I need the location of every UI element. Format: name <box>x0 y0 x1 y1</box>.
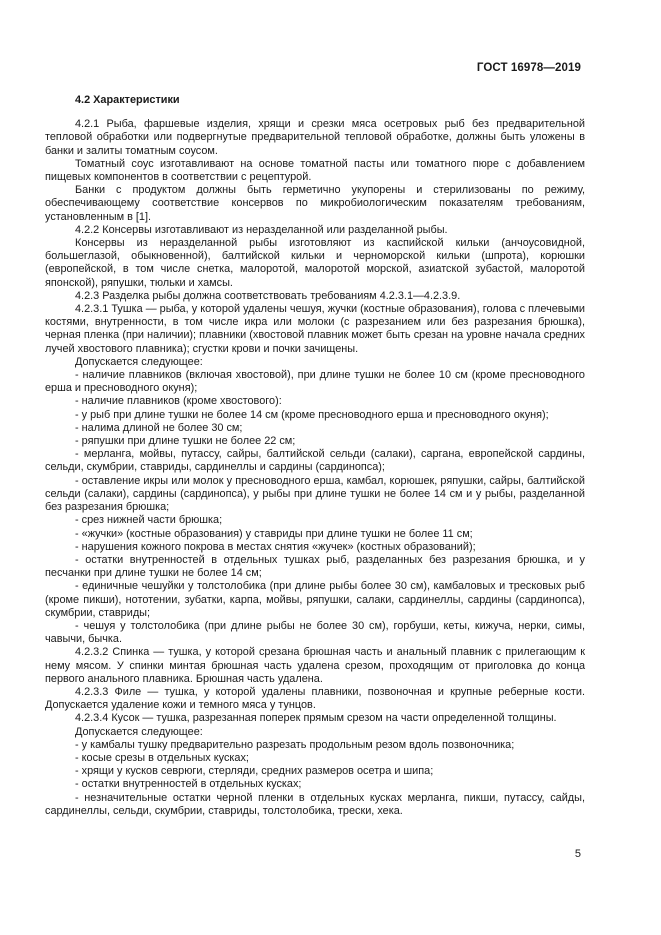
list-item: - остатки внутренностей в отдельных тушках рыб, разделанных без разрезания брюшка, и у песчанки при длине тушки не более 14 см; <box>45 553 585 580</box>
paragraph-4-2-3-3: 4.2.3.3 Филе — тушка, у которой удалены плавники, позвоночная и крупные реберные кости. Допускается удаление кожи и темного мяса у тунцов. <box>45 685 585 712</box>
paragraph-tomato-sauce: Томатный соус изготавливают на основе томатной пасты или томатного пюре с добавлением пищевых компонентов в соответствии с рецептурой. <box>45 157 585 184</box>
list-item: - единичные чешуйки у толстолобика (при длине рыбы более 30 см), камбаловых и тресковых рыб (кроме пикши), нототении, зубатки, карпа, мойвы, ряпушки, салаки, сардинеллы, сардины (сардинопса), скумбрии, ставриды; <box>45 580 585 619</box>
paragraph-allowed-intro-2: Допускается следующее: <box>75 725 203 738</box>
paragraph-allowed-intro: Допускается следующее: <box>75 355 203 368</box>
list-item: - срез нижней части брюшка; <box>75 514 223 527</box>
list-item: - наличие плавников (кроме хвостового): <box>75 395 282 408</box>
list-item: - чешуя у толстолобика (при длине рыбы не более 30 см), горбуши, кеты, кижуча, нерки, симы, чавычи, бычка. <box>45 619 585 646</box>
list-item: - ряпушки при длине тушки не более 22 см; <box>75 435 296 448</box>
paragraph-4-2-2: 4.2.2 Консервы изготавливают из неразделанной или разделанной рыбы. <box>75 223 448 236</box>
list-item: - у рыб при длине тушки не более 14 см (кроме пресноводного ерша и пресноводного окуня); <box>75 408 549 421</box>
list-item: - нарушения кожного покрова в местах снятия «жучек» (костных образований); <box>75 540 476 553</box>
paragraph-4-2-3-2: 4.2.3.2 Спинка — тушка, у которой срезана брюшная часть и анальный плавник с прилегающим к нему мясом. У спинки минтая брюшная часть удалена срезом, проходящим от приголовка до конца первого анального плавника. Брюшная часть удалена. <box>45 646 585 685</box>
section-title: 4.2 Характеристики <box>75 94 180 106</box>
paragraph-4-2-3-1: 4.2.3.1 Тушка — рыба, у которой удалены чешуя, жучки (костные образования), голова с плечевыми костями, внутренности, в том числе икра или молоки (с разрезанием или без разрезания брюшка), черная пленка (при наличии); плавники (хвостовой плавник может быть срезан на уровне начала средних лучей хвостового плавника); сгустки крови и почки зачищены. <box>45 303 585 355</box>
list-item: - у камбалы тушку предварительно разрезать продольным резом вдоль позвоночника; <box>75 738 515 751</box>
list-item: - хрящи у кусков севрюги, стерляди, средних размеров осетра и шипа; <box>75 765 434 778</box>
list-item: - косые срезы в отдельных кусках; <box>75 751 249 764</box>
list-item: - налима длиной не более 30 см; <box>75 421 243 434</box>
list-item: - незначительные остатки черной пленки в отдельных кусках мерланга, пикши, путассу, сайды, сардинеллы, сельди, скумбрии, ставриды, толстолобика, трески, хека. <box>45 791 585 817</box>
list-item: - «жучки» (костные образования) у ставриды при длине тушки не более 11 см; <box>75 527 473 540</box>
paragraph-4-2-3: 4.2.3 Разделка рыбы должна соответствовать требованиям 4.2.3.1—4.2.3.9. <box>75 289 461 302</box>
standard-header: ГОСТ 16978—2019 <box>476 62 581 74</box>
paragraph-4-2-3-4: 4.2.3.4 Кусок — тушка, разрезанная поперек прямым срезом на части определенной толщины. <box>75 712 557 725</box>
paragraph-4-2-1: 4.2.1 Рыба, фаршевые изделия, хрящи и срезки мяса осетровых рыб без предварительной тепловой обработки или подвергнутые предварительной тепловой обработке, должны быть уложены в банки и залиты томатным соусом. <box>45 118 585 157</box>
list-item: - наличие плавников (включая хвостовой), при длине тушки не более 10 см (кроме пресноводного ерша и пресноводного окуня); <box>45 369 585 395</box>
paragraph-unprocessed-fish: Консервы из неразделанной рыбы изготовляют из каспийской кильки (анчоусовидной, большеглазой, обыкновенной), балтийской кильки и черноморской кильки (шпрота), корюшки (европейской, в том числе снетка, малоротой, малоротой морской, азиатской зубастой, малоротой японской), ряпушки, тюльки и хамсы. <box>45 237 585 289</box>
list-item: - оставление икры или молок у пресноводного ерша, камбал, корюшек, ряпушки, сайры, балтийской сельди (салаки), сардины (сардинопса), у рыбы при длине тушки не более 14 см и у рыбы, разделанной без разрезания брюшка; <box>45 474 585 514</box>
document-body <box>45 94 585 818</box>
paragraph-sterilization: Банки с продуктом должны быть герметично укупорены и стерилизованы по режиму, обеспечивающему соответствие консервов по микробиологическим показателям требованиям, установленным в [1]. <box>45 184 585 223</box>
list-item: - мерланга, мойвы, путассу, сайры, балтийской сельди (салаки), саргана, европейской сардины, сельди, скумбрии, ставриды, сардинеллы и сардины (сардинопса); <box>45 448 585 474</box>
list-item: - остатки внутренностей в отдельных кусках; <box>75 778 302 791</box>
page-number: 5 <box>574 848 581 860</box>
